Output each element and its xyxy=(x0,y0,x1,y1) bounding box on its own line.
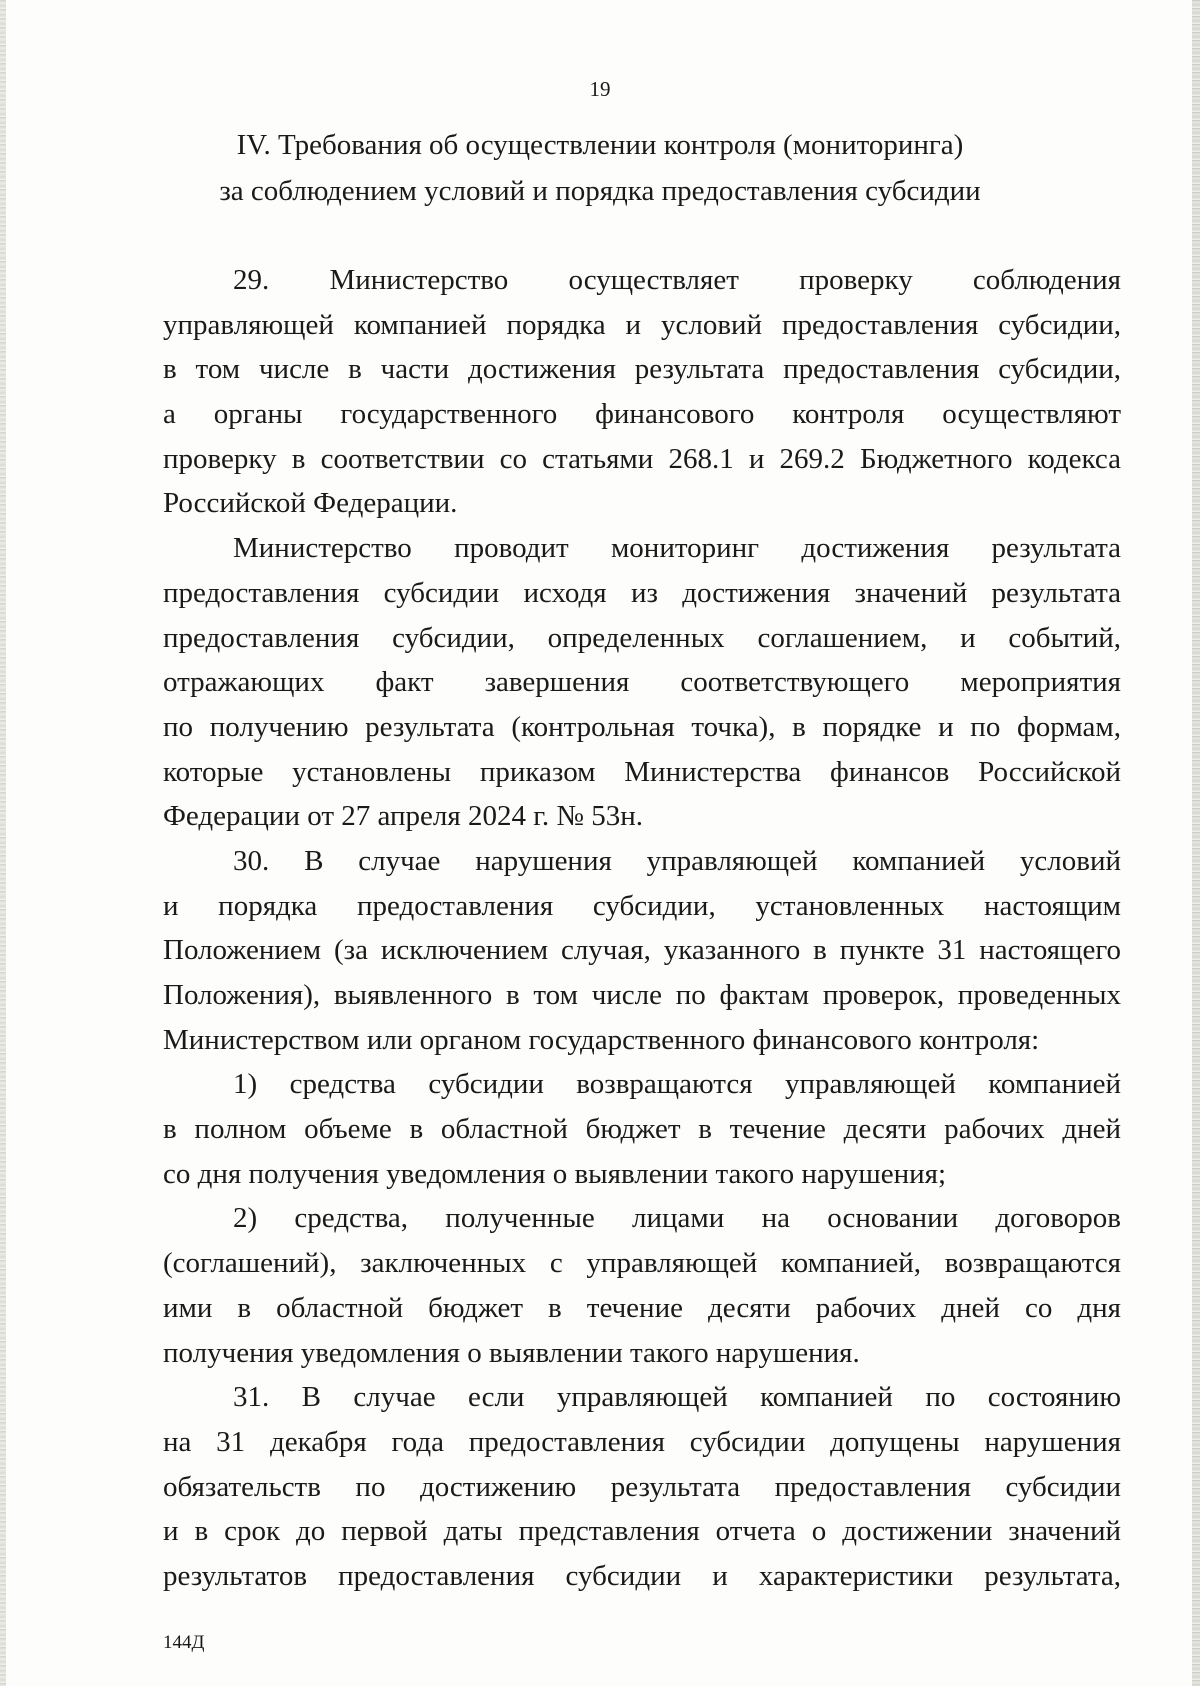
body-text xyxy=(163,258,1121,1599)
paragraph-30-item-2 xyxy=(163,1196,1121,1375)
text-line: предоставления субсидии исходя из достижения значений результата xyxy=(163,576,1121,609)
text-line: получения уведомления о выявлении такого нарушения. xyxy=(163,1336,860,1369)
text-line: Министерство проводит мониторинг достижения результата xyxy=(233,532,1121,565)
text-line: а органы государственного финансового контроля осуществляют xyxy=(163,398,1121,431)
text-line: обязательств по достижению результата предоставления субсидии xyxy=(163,1470,1121,1503)
paragraph-30 xyxy=(163,839,1121,1062)
scan-edge-right xyxy=(1192,0,1200,1686)
paragraph-monitoring xyxy=(163,526,1121,839)
page-number: 19 xyxy=(589,77,611,101)
text-line: ими в областной бюджет в течение десяти рабочих дней со дня xyxy=(163,1291,1121,1324)
text-line: управляющей компанией порядка и условий предоставления субсидии, xyxy=(163,308,1121,341)
text-line: 1) средства субсидии возвращаются управляющей компанией xyxy=(233,1068,1121,1101)
text-line: проверку в соответствии со статьями 268.1 и 269.2 Бюджетного кодекса xyxy=(163,442,1121,475)
text-line: 30. В случае нарушения управляющей компанией условий xyxy=(233,844,1121,877)
paragraph-30-item-1 xyxy=(163,1062,1121,1196)
text-line: которые установлены приказом Министерства финансов Российской xyxy=(163,755,1121,788)
text-line: со дня получения уведомления о выявлении такого нарушения; xyxy=(163,1157,947,1190)
section-title-line: за соблюдением условий и порядка предоставления субсидии xyxy=(219,175,981,207)
text-line: 31. В случае если управляющей компанией по состоянию xyxy=(233,1381,1121,1414)
text-line: 2) средства, полученные лицами на основании договоров xyxy=(233,1202,1121,1235)
text-line: на 31 декабря года предоставления субсидии допущены нарушения xyxy=(163,1425,1121,1458)
scan-edge-left xyxy=(0,0,6,1686)
text-line: 29. Министерство осуществляет проверку соблюдения xyxy=(233,264,1121,296)
text-line: Российской Федерации. xyxy=(163,487,458,520)
text-line: Федерации от 27 апреля 2024 г. № 53н. xyxy=(163,800,644,833)
text-line: Министерством или органом государственного финансового контроля: xyxy=(163,1023,1040,1056)
text-line: результатов предоставления субсидии и характеристики результата, xyxy=(163,1559,1121,1592)
paragraph-31 xyxy=(163,1375,1121,1598)
text-line: в том числе в части достижения результата предоставления субсидии, xyxy=(163,353,1121,386)
paragraph-29 xyxy=(163,258,1121,526)
text-line: в полном объеме в областной бюджет в течение десяти рабочих дней xyxy=(163,1113,1121,1146)
text-line: Положением (за исключением случая, указанного в пункте 31 настоящего xyxy=(163,934,1121,967)
text-line: (соглашений), заключенных с управляющей компанией, возвращаются xyxy=(163,1247,1121,1280)
text-line: и в срок до первой даты представления отчета о достижении значений xyxy=(163,1515,1121,1548)
section-title xyxy=(150,122,1050,214)
footer-document-code: 144Д xyxy=(163,1632,205,1653)
text-line: предоставления субсидии, определенных соглашением, и событий, xyxy=(163,621,1121,654)
text-line: по получению результата (контрольная точка), в порядке и по формам, xyxy=(163,710,1121,743)
text-line: и порядка предоставления субсидии, установленных настоящим xyxy=(163,889,1121,922)
section-title-line: IV. Требования об осуществлении контроля (мониторинга) xyxy=(236,129,964,161)
text-line: Положения), выявленного в том числе по фактам проверок, проведенных xyxy=(163,979,1121,1011)
text-line: отражающих факт завершения соответствующего мероприятия xyxy=(163,666,1121,699)
